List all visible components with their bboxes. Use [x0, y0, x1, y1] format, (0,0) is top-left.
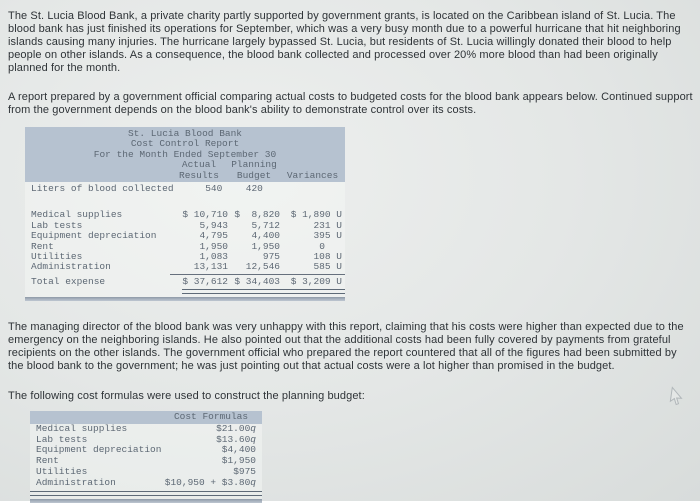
table-row-administration	[25, 262, 345, 272]
cost-formulas-header: Cost Formulas	[173, 411, 249, 422]
row-label: Equipment depreciation	[31, 230, 157, 242]
row-label: Utilities	[31, 251, 83, 263]
results-header: Results	[179, 169, 219, 181]
formula-prefix: $13.60	[216, 433, 251, 445]
row-label: Liters of blood collected	[31, 183, 174, 195]
formula-prefix: $4,400	[221, 444, 256, 456]
blank-row	[25, 194, 345, 210]
row-label: Medical supplies	[36, 422, 128, 434]
budget-value: 4,400	[251, 230, 280, 242]
table-row-total-expense	[25, 274, 345, 287]
budget-value: 12,546	[245, 261, 280, 273]
variance-value: 231 U	[313, 219, 342, 231]
report-title: St. Lucia Blood Bank	[127, 128, 243, 139]
table-row-equipment-depreciation	[25, 231, 345, 241]
variance-value: 0	[319, 240, 342, 252]
variance-value	[280, 184, 345, 194]
variance-value: $ 1,890 U	[290, 209, 342, 221]
row-label: Utilities	[36, 465, 88, 477]
quantity-variable: q	[250, 433, 256, 445]
formula-prefix: $1,950	[221, 455, 256, 467]
intro-paragraph: The St. Lucia Blood Bank, a private charity partly supported by government grants, is located on the Caribbean island of St. Lucia. The blood bank has just finished its operations for September, which was a very busy month due to a powerful hurricane that hit neighboring islands causing many injuries. The hurricane largely bypassed St. Lucia, but residents of St. Lucia willingly donated their blood to help people on other islands. As a consequence, the blood bank collected and processed over 20% more blood than had been originally planned for the month.	[8, 10, 681, 74]
row-label: Total expense	[31, 275, 106, 287]
variance-value: 395 U	[313, 230, 342, 242]
row-label: Equipment depreciation	[36, 444, 162, 456]
formula-prefix: $21.00	[216, 422, 251, 434]
report-period: For the Month Ended September 30	[93, 148, 277, 160]
formula-value	[160, 478, 262, 489]
actual-value: 13,131	[193, 261, 228, 273]
variance-value: $ 3,209 U	[280, 274, 345, 287]
actual-value: 4,795	[199, 230, 228, 242]
quantity-variable: q	[250, 476, 256, 488]
cost-formulas-table	[30, 411, 262, 503]
actual-value: 5,943	[199, 219, 228, 231]
report-intro-paragraph: A report prepared by a government official comparing actual costs to budgeted costs for the blood bank appears below. Continued support from the government depends on the blood bank's ability to demonstrate control over its costs.	[8, 91, 693, 116]
row-label: Administration	[31, 261, 111, 273]
mouse-pointer-icon	[667, 386, 686, 408]
report-header-band	[25, 127, 345, 182]
double-rule	[182, 289, 345, 294]
double-rule	[30, 491, 262, 496]
budget-value: 1,950	[251, 240, 280, 252]
formula-prefix: $975	[233, 465, 256, 477]
actual-header: Actual	[181, 159, 217, 171]
budget-value: $ 8,820	[234, 209, 280, 221]
actual-value: $ 10,710	[182, 209, 228, 221]
row-label: Rent	[36, 455, 59, 467]
row-label: Administration	[36, 476, 116, 488]
cost-control-report-table	[25, 127, 345, 301]
planning-header: Planning	[231, 159, 277, 171]
budget-value: $ 34,403	[228, 274, 280, 287]
budget-header: Budget	[236, 169, 272, 181]
variance-value: 108 U	[313, 251, 342, 263]
formula-row-administration	[30, 478, 262, 489]
budget-value: 420	[245, 183, 280, 195]
empty-cell	[25, 171, 170, 181]
quantity-variable: q	[250, 422, 256, 434]
row-label: Medical supplies	[31, 209, 123, 221]
budget-value: 975	[262, 251, 280, 263]
actual-value: 1,083	[199, 251, 228, 263]
row-label: Lab tests	[36, 433, 88, 445]
row-label: Rent	[31, 240, 54, 252]
formula-prefix: $10,950 + $3.80	[164, 476, 251, 488]
director-paragraph: The managing director of the blood bank was very unhappy with this report, claiming that his costs were higher than expected due to the emergency on the neighboring islands. He also pointed out that the additional costs had been fully covered by payments from grateful recipients on the other islands. The government official who prepared the report countered that all of the figures had been submitted by the blood bank to the government; he was just pointing out that actual costs were a lot higher than promised in the budget.	[8, 321, 684, 372]
report-subtitle: Cost Control Report	[130, 138, 240, 150]
variance-value: 585 U	[313, 261, 342, 273]
actual-value: 1,950	[199, 240, 228, 252]
actual-value: $ 37,612	[170, 274, 228, 287]
formulas-intro-line: The following cost formulas were used to construct the planning budget:	[8, 390, 365, 402]
variances-header: Variances	[286, 169, 339, 181]
actual-value: 540	[205, 183, 228, 195]
empty-cell	[25, 160, 170, 170]
empty-cell	[30, 412, 160, 423]
budget-value: 5,712	[251, 219, 280, 231]
table-row-liters	[25, 184, 345, 194]
row-label: Lab tests	[31, 219, 83, 231]
column-header-row-2	[25, 171, 345, 181]
table-bottom-strip	[25, 297, 345, 301]
